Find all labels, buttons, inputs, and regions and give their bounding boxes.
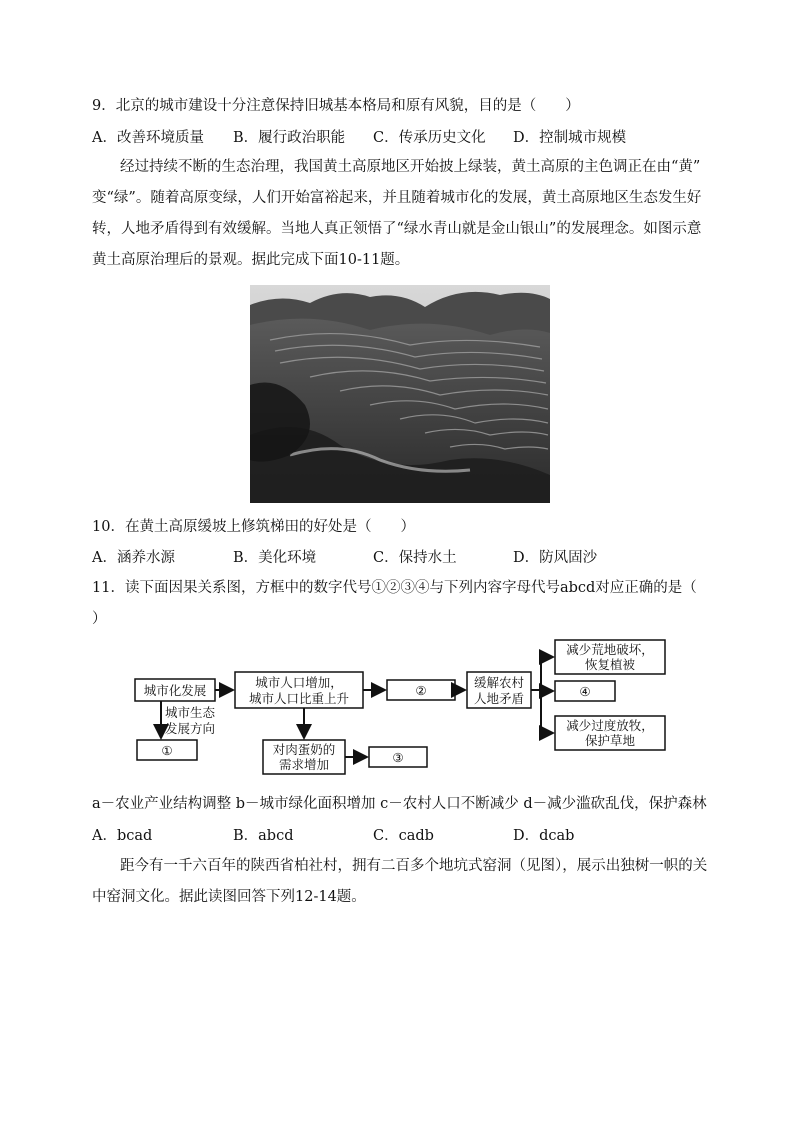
q9-option-d: D．控制城市规模	[513, 130, 627, 146]
relieve-conflict-line-1: 缓解农村	[473, 675, 525, 690]
q11-option-d: D．dcab	[513, 828, 575, 844]
reduce-grazing-line-2: 保护草地	[584, 733, 636, 748]
box-1-label: ①	[161, 743, 173, 758]
q10-stem: 10．在黄土高原缓坡上修筑梯田的好处是（ ）	[92, 519, 415, 535]
q10-option-d: D．防风固沙	[513, 550, 598, 566]
terrace-landscape-photo	[250, 285, 550, 503]
q11-stem-line-1: 11．读下面因果关系图，方框中的数字代号①②③④与下列内容字母代号abcd对应正确的是（	[92, 580, 697, 596]
q11-stem-line-2: ）	[92, 611, 107, 627]
box-4-label: ④	[579, 684, 591, 699]
passage2-line-2: 中窑洞文化。据此读图回答下列12-14题。	[92, 889, 366, 905]
q10-option-c: C．保持水土	[373, 550, 457, 566]
q11-option-b: B．abcd	[233, 828, 294, 844]
reduce-damage-line-1: 减少荒地破坏，	[566, 642, 654, 657]
city-population-line-1: 城市人口增加，	[255, 675, 343, 690]
eco-direction-line-2: 发展方向	[165, 721, 216, 736]
passage1-line-2: 变“绿”。随着高原变绿，人们开始富裕起来，并且随着城市化的发展，黄土高原地区生态发生好	[92, 190, 702, 206]
meat-demand-line-2: 需求增加	[278, 757, 330, 772]
q9-option-a: A．改善环境质量	[92, 130, 204, 146]
city-population-line-2: 城市人口比重上升	[248, 691, 350, 706]
q9-option-b: B．履行政治职能	[233, 130, 346, 146]
passage1-line-3: 转，人地矛盾得到有效缓解。当地人真正领悟了“绿水青山就是金山银山”的发展理念。如图示意	[92, 221, 702, 237]
box-2-label: ②	[415, 683, 427, 698]
passage1-line-4: 黄土高原治理后的景观。据此完成下面10-11题。	[92, 252, 410, 268]
reduce-grazing-line-1: 减少过度放牧，	[566, 718, 654, 733]
q11-legend: a－农业产业结构调整 b－城市绿化面积增加 c－农村人口不断减少 d－减少滥砍乱伐，保护森林	[92, 796, 707, 812]
q9-stem: 9．北京的城市建设十分注意保持旧城基本格局和原有风貌，目的是（ ）	[92, 98, 580, 114]
reduce-damage-line-2: 恢复植被	[584, 657, 636, 672]
relieve-conflict-line-2: 人地矛盾	[473, 691, 525, 706]
passage1-line-1: 经过持续不断的生态治理，我国黄土高原地区开始披上绿装，黄土高原的主色调正在由“黄”	[120, 159, 701, 175]
q10-option-a: A．涵养水源	[92, 550, 175, 566]
q11-option-a: A．bcad	[92, 828, 153, 844]
q11-option-c: C．cadb	[373, 828, 434, 844]
box-3-label: ③	[392, 750, 404, 765]
eco-direction-line-1: 城市生态	[165, 705, 216, 720]
q9-option-c: C．传承历史文化	[373, 130, 486, 146]
meat-demand-line-1: 对肉蛋奶的	[272, 742, 336, 757]
passage2-line-1: 距今有一千六百年的陕西省柏社村，拥有二百多个地坑式窑洞（见图），展示出独树一帜的关	[120, 858, 708, 874]
urbanization-label: 城市化发展	[143, 683, 207, 698]
q10-option-b: B．美化环境	[233, 550, 317, 566]
cause-effect-diagram	[125, 636, 685, 776]
